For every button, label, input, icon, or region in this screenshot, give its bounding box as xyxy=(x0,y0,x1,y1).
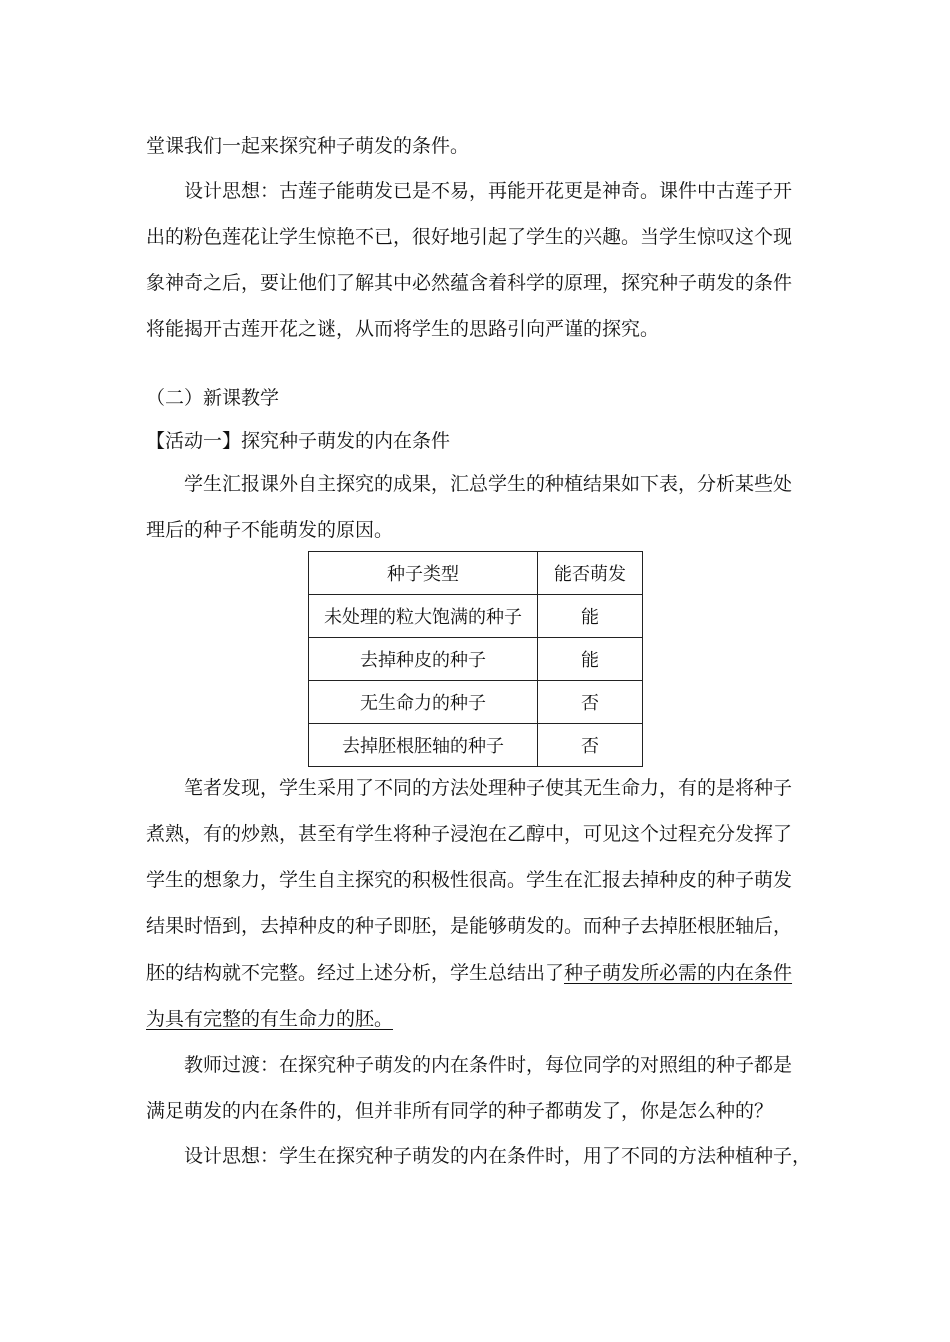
paragraph-line: 理后的种子不能萌发的原因。 xyxy=(146,519,394,541)
paragraph-line: 堂课我们一起来探究种子萌发的条件。 xyxy=(146,135,470,157)
paragraph-line: 笔者发现，学生采用了不同的方法处理种子使其无生命力，有的是将种子 xyxy=(184,777,793,799)
table-cell: 能 xyxy=(538,638,643,681)
paragraph-line: 设计思想：学生在探究种子萌发的内在条件时，用了不同的方法种植种子， xyxy=(184,1145,812,1167)
paragraph-line: 设计思想：古莲子能萌发已是不易，再能开花更是神奇。课件中古莲子开 xyxy=(184,180,793,202)
table-cell: 否 xyxy=(538,681,643,724)
paragraph-line: 将能揭开古莲开花之谜，从而将学生的思路引向严谨的探究。 xyxy=(146,318,660,340)
paragraph-line xyxy=(146,958,792,985)
paragraph-line: 象神奇之后，要让他们了解其中必然蕴含着科学的原理，探究种子萌发的条件 xyxy=(146,272,793,294)
paragraph-line: 煮熟，有的炒熟，甚至有学生将种子浸泡在乙醇中，可见这个过程充分发挥了 xyxy=(146,823,793,845)
table-row xyxy=(309,638,643,681)
table-header-row xyxy=(309,552,643,595)
paragraph-line: 结果时悟到，去掉种皮的种子即胚，是能够萌发的。而种子去掉胚根胚轴后， xyxy=(146,915,793,937)
table-row xyxy=(309,724,643,767)
paragraph-line: 出的粉色莲花让学生惊艳不已，很好地引起了学生的兴趣。当学生惊叹这个现 xyxy=(146,226,793,248)
table-header-cell: 种子类型 xyxy=(309,552,538,595)
table-cell: 无生命力的种子 xyxy=(309,681,538,724)
table-cell: 否 xyxy=(538,724,643,767)
paragraph-text: 胚的结构就不完整。经过上述分析，学生总结出了 xyxy=(146,962,565,984)
paragraph-line: 教师过渡：在探究种子萌发的内在条件时，每位同学的对照组的种子都是 xyxy=(184,1054,793,1076)
table-cell: 未处理的粒大饱满的种子 xyxy=(309,595,538,638)
table-row xyxy=(309,595,643,638)
section-heading: （二）新课教学 xyxy=(146,387,280,409)
activity-heading: 【活动一】探究种子萌发的内在条件 xyxy=(146,430,451,452)
underlined-conclusion: 种子萌发所必需的内在条件 xyxy=(564,962,793,984)
table-header-cell: 能否萌发 xyxy=(538,552,643,595)
paragraph-line: 满足萌发的内在条件的，但并非所有同学的种子都萌发了，你是怎么种的？ xyxy=(146,1100,774,1122)
paragraph-line: 学生汇报课外自主探究的成果，汇总学生的种植结果如下表，分析某些处 xyxy=(184,473,793,495)
paragraph-line: 学生的想象力，学生自主探究的积极性很高。学生在汇报去掉种皮的种子萌发 xyxy=(146,869,793,891)
table-cell: 能 xyxy=(538,595,643,638)
underlined-conclusion: 为具有完整的有生命力的胚。 xyxy=(146,1008,394,1030)
table-cell: 去掉胚根胚轴的种子 xyxy=(309,724,538,767)
table-row xyxy=(309,681,643,724)
table-cell: 去掉种皮的种子 xyxy=(309,638,538,681)
germination-table xyxy=(308,551,643,767)
